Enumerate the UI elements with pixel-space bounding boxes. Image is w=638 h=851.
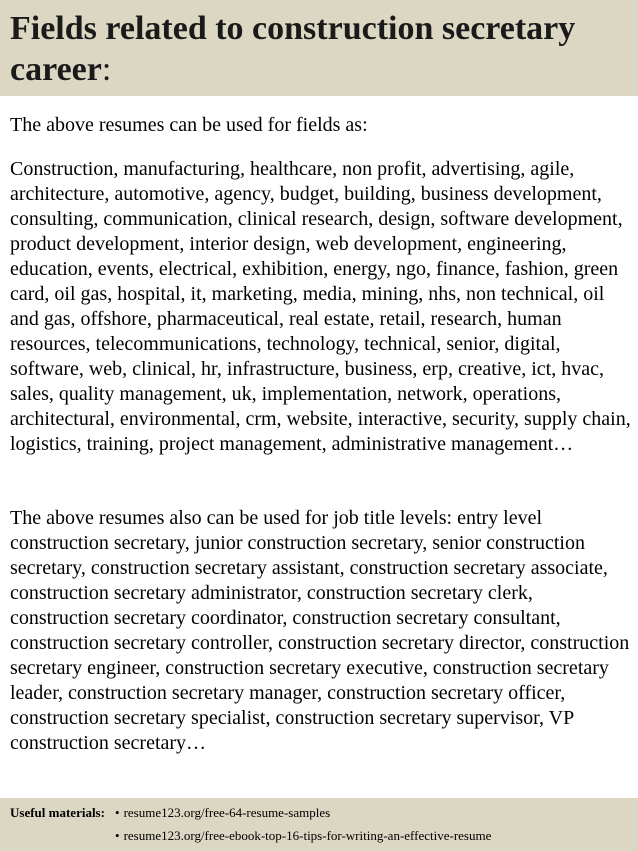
fields-paragraph: Construction, manufacturing, healthcare, non profit, advertising, agile, architecture, automotive, agency, budget, building, business development, consulting, communication, clinical research, design, software development, product development, interior design, web development, engineering, education, events, electrical, exhibition, energy, ngo, finance, fashion, green card, oil gas, hospital, it, marketing, media, mining, nhs, non technical, oil and gas, offshore, pharmaceutical, real estate, retail, research, human resources, telecommunications, technology, technical, senior, digital, software, web, clinical, hr, infrastructure, business, erp, creative, ict, hvac, sales, quality management, uk, implementation, network, operations, architectural, environmental, crm, website, interactive, security, supply chain, logistics, training, project management, administrative management… bbox=[10, 158, 631, 455]
useful-materials-label-text: Useful materials bbox=[10, 805, 101, 820]
resume-tips-ebook-link[interactable]: resume123.org/free-ebook-top-16-tips-for-writing-an-effective-resume bbox=[123, 828, 492, 843]
page-title-text: Fields related to construction secretary career bbox=[10, 10, 576, 88]
footer-banner bbox=[0, 798, 638, 851]
useful-materials-list bbox=[115, 804, 491, 850]
bullet-icon: • bbox=[115, 828, 120, 843]
resume-samples-link[interactable]: resume123.org/free-64-resume-samples bbox=[123, 805, 331, 820]
page-title bbox=[10, 8, 630, 90]
header-banner bbox=[0, 0, 638, 96]
list-item bbox=[115, 804, 491, 822]
job-levels-paragraph: The above resumes also can be used for job title levels: entry level construction secretary, junior construction secretary, senior construction secretary, construction secretary assistant, construction secretary associate, construction secretary administrator, construction secretary clerk, construction secretary coordinator, construction secretary consultant, construction secretary controller, construction secretary director, construction secretary engineer, construction secretary executive, construction secretary leader, construction secretary manager, construction secretary officer, construction secretary specialist, construction secretary supervisor, VP construction secretary… bbox=[10, 507, 630, 754]
list-item bbox=[115, 827, 491, 845]
useful-materials-label-colon: : bbox=[100, 805, 105, 820]
page-title-colon: : bbox=[101, 51, 112, 88]
bullet-icon: • bbox=[115, 805, 120, 820]
useful-materials-label bbox=[10, 804, 105, 822]
intro-text: The above resumes can be used for fields as: bbox=[10, 114, 368, 136]
